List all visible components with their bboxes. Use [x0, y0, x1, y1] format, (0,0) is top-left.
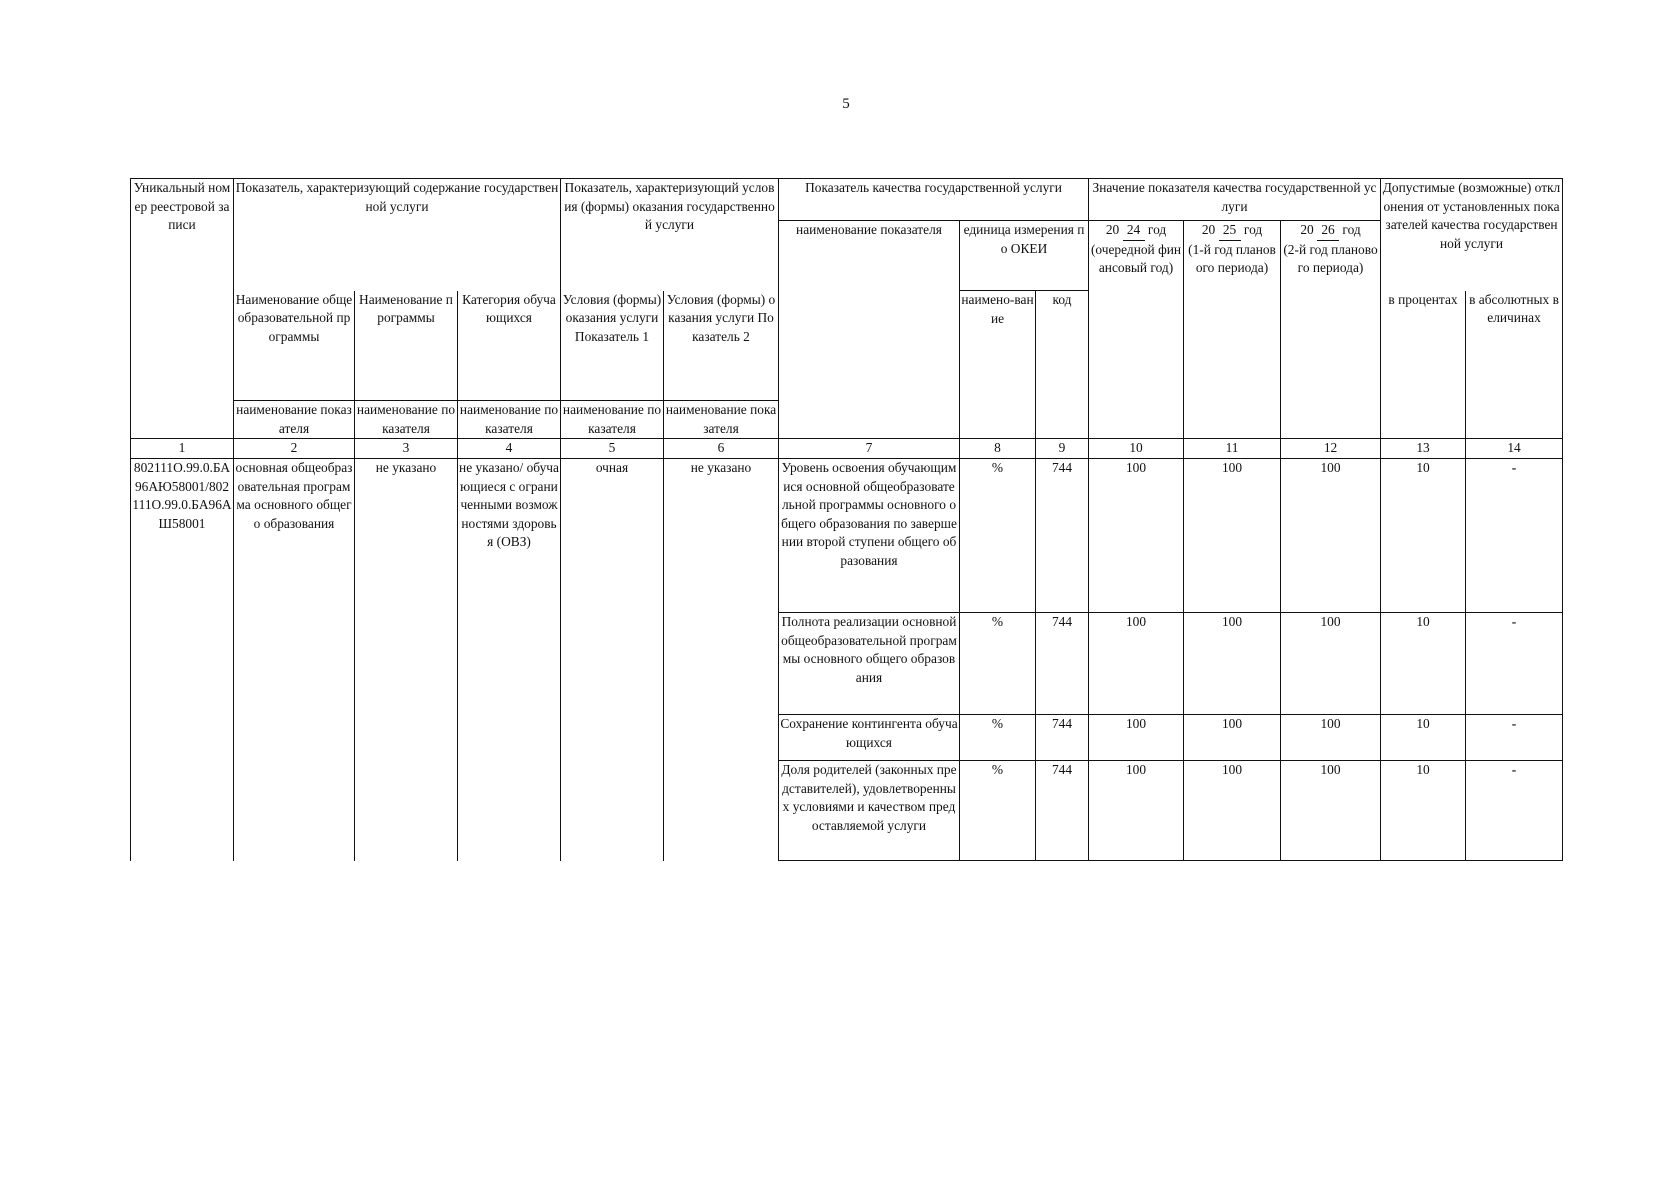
- column-number: 6: [664, 439, 779, 459]
- year3-value: 26: [1317, 221, 1339, 241]
- header-unit-code: код: [1036, 291, 1089, 439]
- indicator-name: Доля родителей (законных представителей), удовлетворенных условиями и качеством предоставляемой услуги: [779, 761, 960, 861]
- indicator-value-2026: 100: [1281, 715, 1381, 761]
- column-number: 9: [1036, 439, 1089, 459]
- column-number: 13: [1381, 439, 1466, 459]
- column-number: 11: [1184, 439, 1281, 459]
- year1-desc: (очередной финансовый год): [1090, 241, 1182, 275]
- indicator-code: 744: [1036, 761, 1089, 861]
- subheader-category: Категория обучающихся: [458, 291, 561, 401]
- year1-prefix: 20: [1105, 222, 1120, 237]
- subheader-program: Наименование программы: [355, 291, 458, 401]
- indicator-value-2024: 100: [1089, 459, 1184, 613]
- column-number: 1: [131, 439, 234, 459]
- subheader-name-label-2: [234, 401, 355, 439]
- column-number: 2: [234, 439, 355, 459]
- quality-indicators-table-wrapper: [130, 178, 1563, 861]
- year2-desc: (1-й год планового периода): [1188, 241, 1276, 275]
- indicator-deviation-percent: 10: [1381, 613, 1466, 715]
- column-number: 14: [1466, 439, 1563, 459]
- record-program: не указано: [355, 459, 458, 861]
- indicator-unit: %: [960, 715, 1036, 761]
- indicator-deviation-absolute: -: [1466, 761, 1563, 861]
- indicator-value-2025: 100: [1184, 715, 1281, 761]
- subheader-name-label-6: [664, 401, 779, 439]
- indicator-deviation-percent: 10: [1381, 459, 1466, 613]
- year1-value: 24: [1123, 221, 1145, 241]
- year3-suffix: год: [1342, 222, 1361, 237]
- indicator-deviation-absolute: -: [1466, 715, 1563, 761]
- subheader-condition-1: Условия (формы) оказания услуги Показатель 1: [561, 291, 664, 401]
- indicator-code: 744: [1036, 459, 1089, 613]
- header-content-indicator: Показатель, характеризующий содержание государственной услуги: [234, 179, 561, 291]
- indicator-deviation-absolute: -: [1466, 613, 1563, 715]
- name-label: наименование показателя: [562, 402, 662, 436]
- name-label: наименование показателя: [665, 402, 777, 436]
- header-in-absolute: в абсолютных величинах: [1466, 291, 1563, 439]
- year2-suffix: год: [1243, 222, 1263, 237]
- header-unit: единица измерения по ОКЕИ: [960, 221, 1089, 291]
- year1-suffix: год: [1147, 222, 1167, 237]
- column-number-row: [131, 439, 1563, 459]
- year2-prefix: 20: [1201, 222, 1216, 237]
- year2-value: 25: [1219, 221, 1241, 241]
- quality-indicators-table: [130, 178, 1563, 861]
- name-label: наименование показателя: [459, 402, 559, 436]
- header-quality-indicator: Показатель качества государственной услуги: [779, 179, 1089, 221]
- indicator-value-2024: 100: [1089, 761, 1184, 861]
- indicator-unit: %: [960, 613, 1036, 715]
- header-unit-name: наимено-вание: [960, 291, 1036, 439]
- indicator-value-2024: 100: [1089, 613, 1184, 715]
- indicator-unit: %: [960, 761, 1036, 861]
- indicator-unit: %: [960, 459, 1036, 613]
- subheader-condition-2: Условия (формы) оказания услуги Показатель 2: [664, 291, 779, 401]
- indicator-deviation-percent: 10: [1381, 715, 1466, 761]
- header-conditions-indicator: Показатель, характеризующий условия (формы) оказания государственной услуги: [561, 179, 779, 291]
- indicator-code: 744: [1036, 715, 1089, 761]
- header-deviations: Допустимые (возможные) отклонения от установленных показателей качества государственной услуги: [1381, 179, 1563, 291]
- indicator-value-2024: 100: [1089, 715, 1184, 761]
- year3-desc: (2-й год планового периода): [1283, 241, 1378, 275]
- record-condition-2: не указано: [664, 459, 779, 861]
- indicator-value-2025: 100: [1184, 459, 1281, 613]
- indicator-value-2026: 100: [1281, 459, 1381, 613]
- header-year-2024: [1089, 221, 1184, 439]
- subheader-name-label-5: [561, 401, 664, 439]
- header-year-2025: [1184, 221, 1281, 439]
- year3-prefix: 20: [1300, 222, 1314, 237]
- subheader-name-label-3: [355, 401, 458, 439]
- indicator-value-2026: 100: [1281, 761, 1381, 861]
- indicator-name: Сохранение контингента обучающихся: [779, 715, 960, 761]
- page-number: 5: [842, 96, 850, 112]
- column-number: 10: [1089, 439, 1184, 459]
- indicator-value-2026: 100: [1281, 613, 1381, 715]
- indicator-deviation-percent: 10: [1381, 761, 1466, 861]
- column-number: 8: [960, 439, 1036, 459]
- record-category: не указано/ обучающиеся с ограниченными возможностями здоровья (ОВЗ): [458, 459, 561, 861]
- record-unique-number: 802111О.99.0.БА96АЮ58001/802111О.99.0.БА96АШ58001: [131, 459, 234, 861]
- column-number: 3: [355, 439, 458, 459]
- name-label: наименование показателя: [236, 402, 352, 436]
- header-year-2026: [1281, 221, 1381, 439]
- indicator-code: 744: [1036, 613, 1089, 715]
- column-number: 5: [561, 439, 664, 459]
- subheader-program-name: Наименование общеобразовательной программы: [234, 291, 355, 401]
- indicator-deviation-absolute: -: [1466, 459, 1563, 613]
- indicator-name: Полнота реализации основной общеобразовательной программы основного общего образования: [779, 613, 960, 715]
- record-program-name: основная общеобразовательная программа основного общего образования: [234, 459, 355, 861]
- record-condition-1: очная: [561, 459, 664, 861]
- header-unique-number: Уникальный номер реестровой записи: [131, 179, 234, 439]
- header-in-percent: в процентах: [1381, 291, 1466, 439]
- name-label: наименование показателя: [356, 402, 456, 436]
- header-indicator-name: наименование показателя: [779, 221, 960, 439]
- column-number: 7: [779, 439, 960, 459]
- header-quality-value: Значение показателя качества государственной услуги: [1089, 179, 1381, 221]
- indicator-value-2025: 100: [1184, 761, 1281, 861]
- table-row: [131, 459, 1563, 613]
- column-number: 4: [458, 439, 561, 459]
- subheader-name-label-4: [458, 401, 561, 439]
- indicator-value-2025: 100: [1184, 613, 1281, 715]
- column-number: 12: [1281, 439, 1381, 459]
- indicator-name: Уровень освоения обучающимися основной общеобразовательной программы основного общего образования по завершении второй ступени общего образования: [779, 459, 960, 613]
